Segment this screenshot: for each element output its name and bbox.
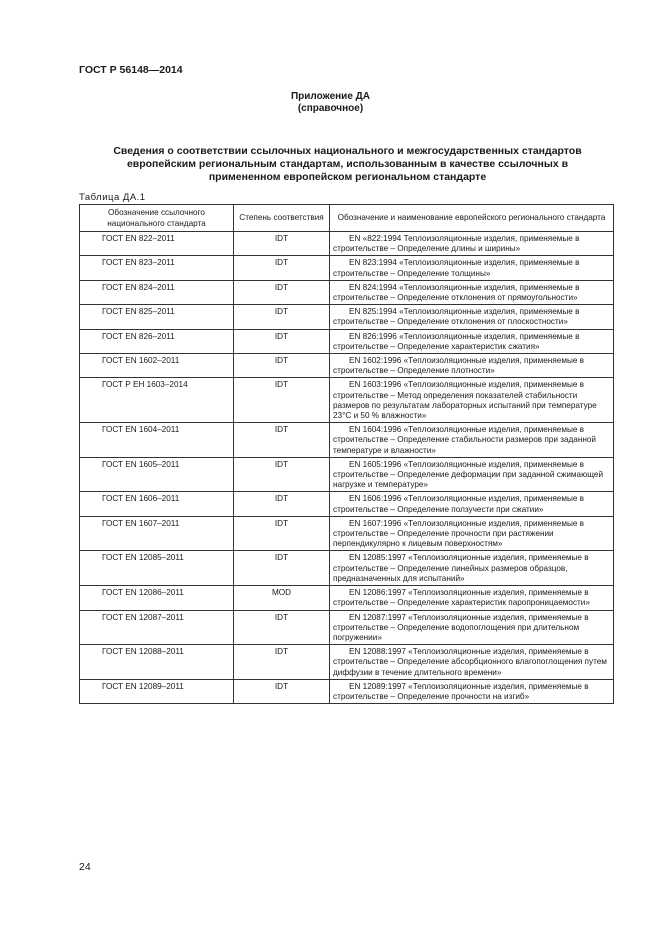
table-row [80, 645, 614, 680]
national-standard-cell: ГОСТ EN 823–2011 [80, 256, 234, 280]
degree-cell: MOD [234, 586, 330, 610]
table-row [80, 679, 614, 703]
appendix-subtitle: (справочное) [297, 103, 364, 114]
correspondence-table [79, 204, 614, 704]
degree-cell: IDT [234, 256, 330, 280]
european-standard-cell: EN 824:1994 «Теплоизоляционные изделия, применяемые в строительстве – Определение отклонения от прямоугольности» [330, 280, 614, 304]
european-standard-cell: EN 825:1994 «Теплоизоляционные изделия, применяемые в строительстве – Определение отклонения от плоскостности» [330, 305, 614, 329]
degree-cell: IDT [234, 610, 330, 645]
table-header-row [80, 205, 614, 232]
european-standard-cell: EN 826:1996 «Теплоизоляционные изделия, применяемые в строительстве – Определение характеристик сжатия» [330, 329, 614, 353]
european-standard-cell: EN 1605:1996 «Теплоизоляционные изделия, применяемые в строительстве – Определение деформации при заданной сжимающей нагрузке и температуре» [330, 457, 614, 492]
national-standard-cell: ГОСТ EN 12087–2011 [80, 610, 234, 645]
degree-cell: IDT [234, 679, 330, 703]
section-heading [80, 145, 615, 184]
table-body [80, 232, 614, 704]
national-standard-cell: ГОСТ EN 12089–2011 [80, 679, 234, 703]
national-standard-cell: ГОСТ EN 12088–2011 [80, 645, 234, 680]
degree-cell: IDT [234, 378, 330, 423]
table-caption: Таблица ДА.1 [79, 192, 146, 203]
european-standard-cell: EN 823:1994 «Теплоизоляционные изделия, применяемые в строительстве – Определение толщины» [330, 256, 614, 280]
table-row [80, 354, 614, 378]
european-standard-cell: EN 1602:1996 «Теплоизоляционные изделия, применяемые в строительстве – Определение плотности» [330, 354, 614, 378]
european-standard-cell: EN 12086:1997 «Теплоизоляционные изделия, применяемые в строительстве – Определение характеристик паропроницаемости» [330, 586, 614, 610]
appendix-block [0, 91, 661, 115]
appendix-title: Приложение ДА [290, 91, 371, 102]
european-standard-cell: EN 12087:1997 «Теплоизоляционные изделия, применяемые в строительстве – Определение водопоглощения при длительном погружении» [330, 610, 614, 645]
european-standard-cell: EN 1604:1996 «Теплоизоляционные изделия, применяемые в строительстве – Определение стабильности размеров при заданной температуре и влажности» [330, 423, 614, 458]
degree-cell: IDT [234, 457, 330, 492]
table-row [80, 280, 614, 304]
national-standard-cell: ГОСТ EN 1604–2011 [80, 423, 234, 458]
national-standard-cell: ГОСТ EN 822–2011 [80, 232, 234, 256]
table-row [80, 232, 614, 256]
national-standard-cell: ГОСТ EN 1605–2011 [80, 457, 234, 492]
table-row [80, 305, 614, 329]
national-standard-cell: ГОСТ EN 824–2011 [80, 280, 234, 304]
european-standard-cell: EN 1603:1996 «Теплоизоляционные изделия, применяемые в строительстве – Метод определения показателей стабильности размеров по результатам лабораторных испытаний при температуре 23°С и 50 % влажности» [330, 378, 614, 423]
national-standard-cell: ГОСТ EN 1606–2011 [80, 492, 234, 516]
column-header-degree: Степень соответствия [234, 205, 330, 232]
table-row [80, 610, 614, 645]
table-row [80, 423, 614, 458]
degree-cell: IDT [234, 645, 330, 680]
european-standard-cell: EN 12085:1997 «Теплоизоляционные изделия, применяемые в строительстве – Определение линейных размеров образцов, предназначенных для испытаний» [330, 551, 614, 586]
national-standard-cell: ГОСТ EN 12085–2011 [80, 551, 234, 586]
degree-cell: IDT [234, 354, 330, 378]
national-standard-cell: ГОСТ EN 12086–2011 [80, 586, 234, 610]
table-row [80, 329, 614, 353]
page-number: 24 [79, 861, 91, 873]
european-standard-cell: EN «822:1994 Теплоизоляционные изделия, применяемые в строительстве – Определение длины и ширины» [330, 232, 614, 256]
table-row [80, 457, 614, 492]
degree-cell: IDT [234, 305, 330, 329]
national-standard-cell: ГОСТ EN 1607–2011 [80, 516, 234, 551]
column-header-european-standard: Обозначение и наименование европейского регионального стандарта [330, 205, 614, 232]
standard-code: ГОСТ Р 56148—2014 [79, 64, 183, 76]
degree-cell: IDT [234, 329, 330, 353]
degree-cell: IDT [234, 423, 330, 458]
national-standard-cell: ГОСТ EN 826–2011 [80, 329, 234, 353]
table-row [80, 492, 614, 516]
degree-cell: IDT [234, 280, 330, 304]
table-row [80, 378, 614, 423]
european-standard-cell: EN 1606:1996 «Теплоизоляционные изделия, применяемые в строительстве – Определение ползучести при сжатии» [330, 492, 614, 516]
national-standard-cell: ГОСТ Р ЕН 1603–2014 [80, 378, 234, 423]
heading-line: Сведения о соответствии ссылочных национального и межгосударственных стандартов [113, 145, 582, 157]
degree-cell: IDT [234, 232, 330, 256]
table-row [80, 516, 614, 551]
degree-cell: IDT [234, 492, 330, 516]
national-standard-cell: ГОСТ EN 1602–2011 [80, 354, 234, 378]
european-standard-cell: EN 12089:1997 «Теплоизоляционные изделия, применяемые в строительстве – Определение прочности на изгиб» [330, 679, 614, 703]
heading-line: примененном европейском региональном стандарте [208, 171, 487, 183]
table-row [80, 256, 614, 280]
table-row [80, 586, 614, 610]
heading-line: европейским региональным стандартам, использованным в качестве ссылочных в [126, 158, 569, 170]
european-standard-cell: EN 1607:1996 «Теплоизоляционные изделия, применяемые в строительстве – Определение прочности при растяжении перпендикулярно к лицевым поверхностям» [330, 516, 614, 551]
table-row [80, 551, 614, 586]
degree-cell: IDT [234, 516, 330, 551]
degree-cell: IDT [234, 551, 330, 586]
national-standard-cell: ГОСТ EN 825–2011 [80, 305, 234, 329]
column-header-national-standard: Обозначение ссылочного национального стандарта [80, 205, 234, 232]
european-standard-cell: EN 12088:1997 «Теплоизоляционные изделия, применяемые в строительстве – Определение абсорбционного влагопоглощения путем диффузии в течение длительного времени» [330, 645, 614, 680]
